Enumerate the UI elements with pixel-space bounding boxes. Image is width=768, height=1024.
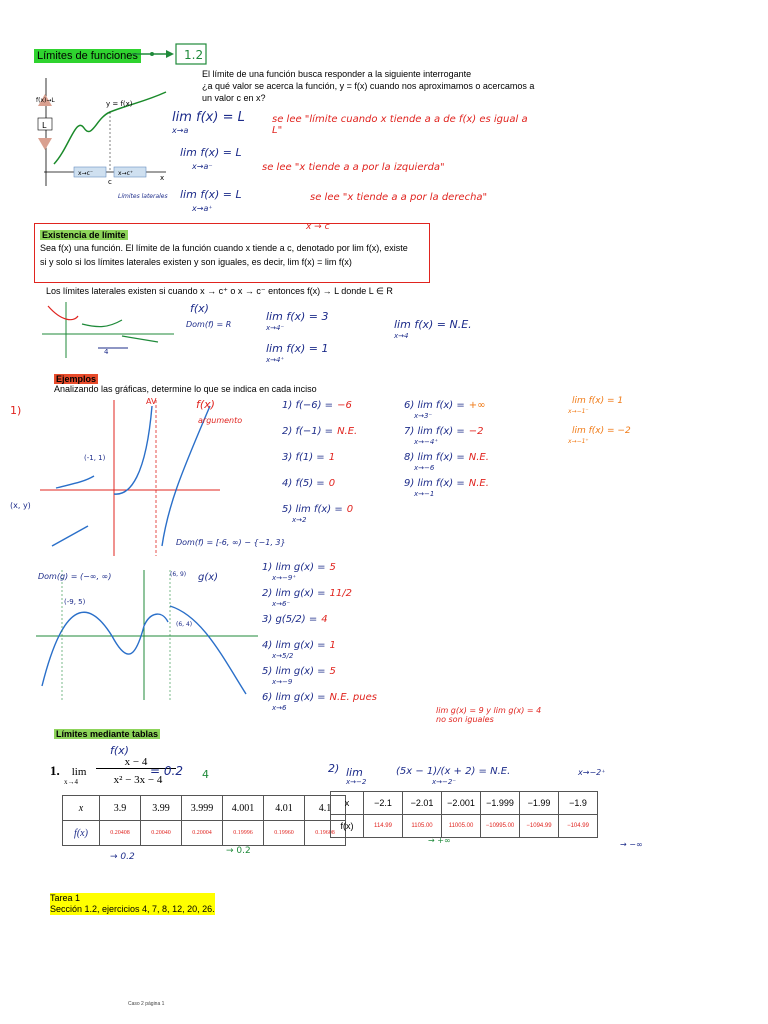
graph-f-dom: Dom(f) = [-6, ∞) − {−1, 3}: [176, 538, 286, 547]
table-row: [331, 792, 598, 815]
table-ex1: [62, 795, 346, 846]
answer-question: 5) lim f(x) =: [282, 504, 343, 515]
graph-g-pt2: (6, 9): [170, 571, 187, 578]
graph-f-xy: (x, y): [10, 501, 31, 510]
table-ex2-expr: (5x − 1)/(x + 2) = N.E.: [396, 766, 511, 777]
table-cell: −1.99: [520, 792, 559, 815]
table-cell: 114.99: [364, 815, 403, 838]
table-header-x: x: [63, 796, 100, 821]
intro-line-3: un valor c en x?: [202, 93, 266, 103]
lateral-graph: [38, 298, 178, 362]
table-ex1-bottom-right: → 0.2: [226, 846, 251, 856]
answer-item: [404, 478, 489, 504]
answer-question: 5) lim g(x) =: [262, 666, 326, 677]
lateral-lim-2: lim f(x) = 1: [266, 342, 329, 355]
table-cell: −2.001: [442, 792, 481, 815]
answer-value: N.E.: [337, 426, 358, 437]
answer-question: 3) f(1) =: [282, 452, 325, 463]
table2-header-x: x: [331, 792, 364, 815]
existence-line-1: Sea f(x) una función. El límite de la función cuando x tiende a c, denotado por lim f(x), existe: [40, 243, 408, 253]
answer-question: 6) lim f(x) =: [404, 400, 465, 411]
table-ex2-left-note: x→−2⁻: [432, 778, 457, 786]
table-cell: 0.20004: [182, 821, 223, 846]
answer-subscript: x→2: [292, 516, 307, 524]
graph-f-fx: f(x): [196, 398, 215, 411]
graph-f-arg: argumento: [198, 416, 243, 425]
answer-value: N.E.: [468, 478, 489, 489]
homework-line-1: Tarea 1: [50, 893, 81, 903]
note-lim-3: lim f(x) = L: [180, 188, 242, 201]
homework-line-2: Sección 1.2, ejercicios 4, 7, 8, 12, 20, 26.: [50, 904, 215, 914]
answers-f-list: [282, 400, 357, 530]
answer-item: [404, 426, 489, 452]
existence-line-2: si y solo si los límites laterales existen y son iguales, es decir, lim f(x) = lim f(x): [40, 257, 352, 267]
answer-value: +∞: [468, 400, 486, 411]
answer-subscript: x→3⁻: [414, 412, 433, 420]
svg-text:4: 4: [104, 348, 109, 356]
answer-value: 0: [328, 478, 336, 489]
answer-value: 4: [321, 614, 328, 625]
answer-question: 7) lim f(x) =: [404, 426, 465, 437]
side-note-2: lim f(x) = −2: [572, 426, 631, 436]
note-lim-2-text: se lee "x tiende a a por la izquierda": [262, 162, 445, 173]
intro-text: [202, 68, 542, 104]
table-cell: −2.1: [364, 792, 403, 815]
section-tag-arrow: [130, 42, 210, 66]
answer-subscript: x→−9⁺: [272, 574, 297, 582]
table-cell: 4.001: [223, 796, 264, 821]
table-cell: −1.999: [481, 792, 520, 815]
lateral-lim-2-sub: x→4⁺: [266, 356, 285, 364]
note-lim-1-sub: x→a: [172, 126, 189, 135]
table-ex2-number: 2): [328, 762, 340, 775]
answer-item: [262, 614, 377, 640]
answer-value: N.E. pues: [329, 692, 377, 703]
graph-f-av: AV: [146, 397, 157, 406]
note-lim-2: lim f(x) = L: [180, 146, 242, 159]
table-cell: 3.9: [100, 796, 141, 821]
note-lim-1: lim f(x) = L: [172, 110, 245, 125]
answer-question: 2) f(−1) =: [282, 426, 334, 437]
table-cell: 3.99: [141, 796, 182, 821]
table-cell: 0.20040: [141, 821, 182, 846]
answer-value: 5: [329, 562, 336, 573]
L-label: L: [42, 121, 47, 130]
table-cell: −1.9: [559, 792, 598, 815]
graph-g: [32, 566, 262, 704]
answer-item: [262, 562, 377, 588]
table-cell: 0.20408: [100, 821, 141, 846]
answer-value: 11/2: [329, 588, 353, 599]
table-ex2: [330, 791, 598, 838]
side-note-1-sub: x→−1⁻: [568, 408, 589, 415]
side-note-2-sub: x→−1⁺: [568, 438, 589, 445]
answer-question: 1) f(−6) =: [282, 400, 334, 411]
note-lim-2-sub: x→a⁻: [192, 162, 213, 171]
table-cell: 0.19996: [223, 821, 264, 846]
note-lim-3-text: se lee "x tiende a a por la derecha": [310, 192, 488, 203]
table-cell: −2.01: [403, 792, 442, 815]
answer-subscript: x→−4⁺: [414, 438, 439, 446]
answer-item: [282, 400, 357, 426]
answers-f2-list: [404, 400, 489, 504]
note-lim-3-sub: x→a⁺: [192, 204, 213, 213]
answer-question: 4) lim g(x) =: [262, 640, 326, 651]
answer-subscript: x→−6: [414, 464, 435, 472]
curve-label: y = f(x): [106, 100, 133, 108]
examples-instruction: Analizando las gráficas, determine lo que se indica en cada inciso: [54, 384, 317, 394]
answer-question: 8) lim f(x) =: [404, 452, 465, 463]
answer-item: [282, 504, 357, 530]
right-arrow-label: x→c⁺: [118, 170, 134, 177]
lateral-lim-1: lim f(x) = 3: [266, 310, 329, 323]
answer-subscript: x→−1: [414, 490, 435, 498]
answer-item: [282, 426, 357, 452]
examples-title: Ejemplos: [56, 374, 97, 384]
table-ex1-fx: f(x): [110, 744, 129, 757]
table-cell: 0.19960: [264, 821, 305, 846]
homework: [50, 893, 215, 915]
table-row: [63, 796, 346, 821]
section-tag: 1.2: [184, 48, 204, 62]
fx-label: f(x)→L: [36, 97, 55, 104]
x-label: x: [160, 174, 165, 182]
answer-value: 0: [346, 504, 354, 515]
tables-title: Límites mediante tablas: [56, 729, 159, 739]
graph-g-gx: g(x): [198, 572, 219, 583]
answer-question: 3) g(5/2) =: [262, 614, 318, 625]
limit-concept-diagram: [34, 68, 174, 208]
answer-value: N.E.: [468, 452, 489, 463]
answer-value: −6: [337, 400, 352, 411]
existence-title: Existencia de límite: [42, 230, 126, 240]
lateral-text: Los límites laterales existen si cuando x → c⁺ o x → c⁻ entonces f(x) → L donde L ∈ R: [46, 286, 393, 296]
table2-header-fx: f(x): [331, 815, 364, 838]
table-cell: 11005.00: [442, 815, 481, 838]
existence-note: x → c: [306, 222, 330, 232]
table-ex1-expr: 1. lim x→4 x − 4 x² − 3x − 4: [50, 762, 86, 780]
answer-subscript: x→6: [272, 704, 287, 712]
table-ex2-right-note: x→−2⁺: [578, 768, 606, 777]
answer-item: [404, 452, 489, 478]
lateral-lim-3-sub: x→4: [394, 332, 409, 340]
c-label: c: [108, 178, 112, 186]
answer-item: [262, 640, 377, 666]
table-cell: −1094.99: [520, 815, 559, 838]
table-header-fx: f(x): [63, 821, 100, 846]
answer-item: [262, 588, 377, 614]
table-ex2-bottom-right: → −∞: [620, 840, 643, 849]
answer-value: 1: [329, 640, 336, 651]
table-cell: 4.1: [305, 796, 346, 821]
answer-value: −2: [468, 426, 484, 437]
answer-item: [282, 478, 357, 504]
answer-subscript: x→−9: [272, 678, 293, 686]
page-title: Límites de funciones: [34, 50, 141, 62]
table-ex1-four: 4: [202, 768, 209, 781]
graph-g-pt3: (6, 4): [176, 621, 193, 628]
table-cell: 4.01: [264, 796, 305, 821]
table-cell: 3.999: [182, 796, 223, 821]
table-row: [331, 815, 598, 838]
answer-value: 1: [328, 452, 336, 463]
table-ex2-bottom-left: → +∞: [428, 836, 451, 845]
table-row: [63, 821, 346, 846]
answer-item: [404, 400, 489, 426]
table-cell: 0.19608: [305, 821, 346, 846]
side-note-1: lim f(x) = 1: [572, 396, 624, 406]
table-ex1-bottom-left: → 0.2: [110, 852, 135, 862]
answer-question: 2) lim g(x) =: [262, 588, 326, 599]
lateral-lim-1-sub: x→4⁻: [266, 324, 285, 332]
answer-value: 5: [329, 666, 336, 677]
lateral-lim-3: lim f(x) = N.E.: [394, 318, 472, 331]
answers-g-list: [262, 562, 377, 718]
graph-g-dom: Dom(g) = (−∞, ∞): [38, 572, 112, 581]
answer-question: 6) lim g(x) =: [262, 692, 326, 703]
graph-f-number: 1): [10, 404, 22, 417]
existence-text: [40, 241, 425, 269]
note-lim-1-text: se lee "límite cuando x tiende a a de f(x) es igual a L": [272, 114, 528, 136]
answer-subscript: x→5/2: [272, 652, 294, 660]
answer-question: 1) lim g(x) =: [262, 562, 326, 573]
lateral-fx: f(x): [190, 302, 209, 315]
answer-subscript: x→6⁻: [272, 600, 291, 608]
lateral-dom: Dom(f) = R: [186, 320, 232, 329]
left-arrow-label: x→c⁻: [78, 170, 94, 177]
table-ex2-sub: x→−2: [346, 778, 367, 786]
answer-question: 4) f(5) =: [282, 478, 325, 489]
table-cell: 1105.00: [403, 815, 442, 838]
graph-f-point: (-1, 1): [84, 454, 106, 462]
answer-item: [262, 666, 377, 692]
table-ex2-lim: lim: [346, 766, 363, 779]
intro-line-1: El límite de una función busca responder a la siguiente interrogante: [202, 69, 472, 79]
lateral-note: Límites laterales: [118, 193, 168, 200]
answer-item: [282, 452, 357, 478]
graph-g-pt1: (-9, 5): [64, 598, 86, 606]
table-cell: −104.99: [559, 815, 598, 838]
g-side-note: lim g(x) = 9 y lim g(x) = 4 no son iguales: [436, 706, 542, 724]
table-cell: −10995.00: [481, 815, 520, 838]
answer-question: 9) lim f(x) =: [404, 478, 465, 489]
answer-item: [262, 692, 377, 718]
table-ex1-result: = 0.2: [150, 764, 183, 778]
page-footer: Caso 2 página 1: [128, 1001, 165, 1007]
intro-line-2: ¿a qué valor se acerca la función, y = f(x) cuando nos aproximamos o acercamos a: [202, 81, 535, 91]
